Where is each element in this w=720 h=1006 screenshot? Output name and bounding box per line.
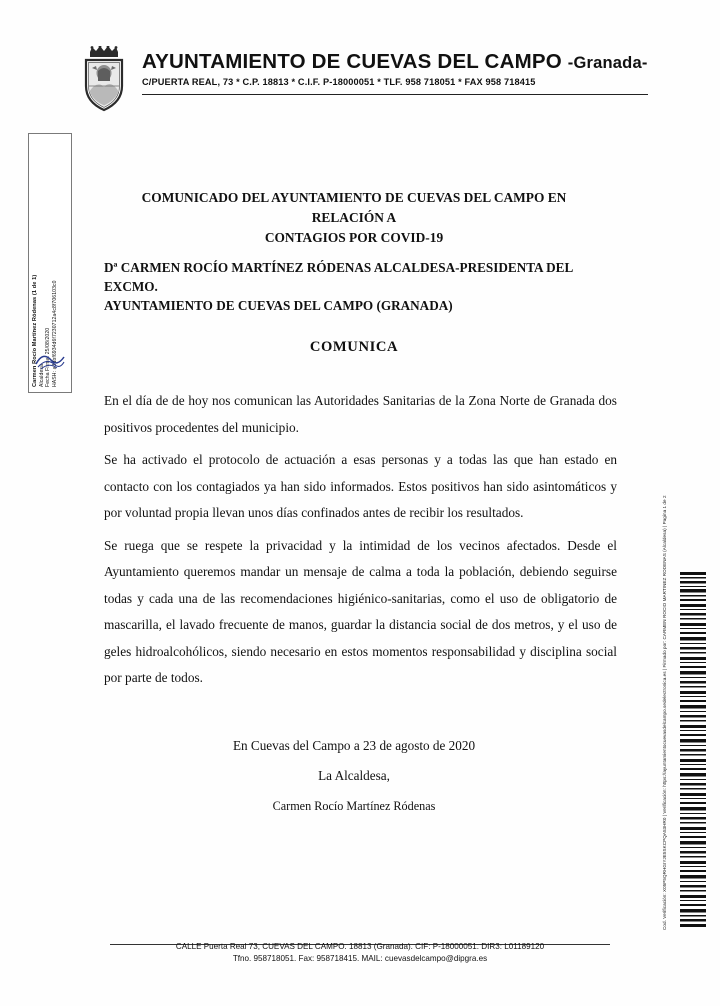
signature-stamp-date: Fecha Firma: 25/08/2020 — [45, 327, 52, 387]
place-and-date: En Cuevas del Campo a 23 de agosto de 2020 — [232, 738, 476, 753]
letterhead-contact: C/PUERTA REAL, 73 * C.P. 18813 * C.I.F. P-18000051 * TLF. 958 718051 * FAX 958 718415 — [142, 77, 536, 87]
signature-name: Carmen Rocío Martínez Ródenas — [272, 799, 436, 813]
signature-stamp-name: Carmen Rocío Martínez Ródenas — [32, 296, 38, 387]
signature-stamp-role: Alcaldesa — [38, 364, 45, 387]
letterhead — [78, 46, 648, 112]
declarant-line-2: AYUNTAMIENTO DE CUEVAS DEL CAMPO (GRANADA) — [104, 298, 453, 313]
town-title-province: -Granada- — [567, 54, 648, 72]
footer-line-1: CALLE Puerta Real 73, CUEVAS DEL CAMPO. 18813 (Granada). CIF: P-18000051. DIR3: L01189120 — [175, 942, 545, 951]
page-title-line-2: CONTAGIOS POR COVID-19 — [264, 230, 444, 245]
footer — [110, 941, 610, 964]
footer-line-2: Tfno. 958718051. Fax: 958718415. MAIL: cuevasdelcampo@dipgra.es — [232, 953, 488, 963]
signature-role: La Alcaldesa, — [318, 768, 390, 783]
declarant-block — [104, 258, 616, 315]
signature-stamp-hash: HASH: a3dbf6934d6f7230712a4c8f706103c0 — [51, 280, 58, 387]
town-title — [142, 50, 648, 74]
body-paragraph-3: Se ruega que se respete la privacidad y la intimidad de los vecinos afectados. Desde el Ayuntamiento queremos mandar un mensaje de calma a toda la población, debiendo seguirse todas y cada una de las recomendaciones higiénico-sanitarias, como el uso de obligatorio de mascarilla, el lavado frecuente de manos, guardar la distancia social de dos metros, y el uso de geles hidroalcohólicos, siendo necesario en estos momentos responsabilidad y disciplina social por parte de todos. — [104, 537, 617, 685]
signature-stamp-page: (1 de 1) — [32, 274, 38, 296]
electronic-signature-stamp — [28, 133, 72, 393]
letterhead-divider — [142, 94, 648, 95]
declarant-line-1: Dª CARMEN ROCÍO MARTÍNEZ RÓDENAS ALCALDESA-PRESIDENTA DEL EXCMO. — [104, 260, 573, 294]
barcode-icon — [680, 570, 706, 930]
verification-barcode-block — [662, 495, 706, 930]
coat-of-arms-icon — [78, 46, 130, 112]
signature-swirl-icon — [33, 348, 67, 374]
body-paragraph-2: Se ha activado el protocolo de actuación a esas personas y a todas las que han estado en contacto con los contagiados ya han sido informados. Estos positivos han sido asintomáticos y por voluntad propia llevan unos días confinados antes de recibir los resultados. — [104, 452, 617, 520]
closing-block — [104, 731, 604, 821]
body-text — [104, 388, 617, 698]
body-paragraph-1: En el día de de hoy nos comunican las Autoridades Sanitarias de la Zona Norte de Granada dos positivos procedentes del municipio. — [104, 393, 617, 435]
verification-code-text: Cod. Verificación: X05P5QRHGIYJE5SKCPQA53HR0 | Verificación: https://ayuntamientocuevasdelcampo.sedelectronica.es | Firmado por: CARMEN ROCIO MARTINEZ RODENAS (Alcaldesa) | Pagina 1 de 2 — [662, 495, 667, 930]
page-title-line-1: COMUNICADO DEL AYUNTAMIENTO DE CUEVAS DEL CAMPO EN RELACIÓN A — [141, 190, 567, 225]
page-title — [104, 188, 604, 248]
comunica-heading: COMUNICA — [309, 339, 399, 355]
town-title-main: AYUNTAMIENTO DE CUEVAS DEL CAMPO — [142, 50, 562, 73]
letterhead-text — [142, 46, 648, 95]
